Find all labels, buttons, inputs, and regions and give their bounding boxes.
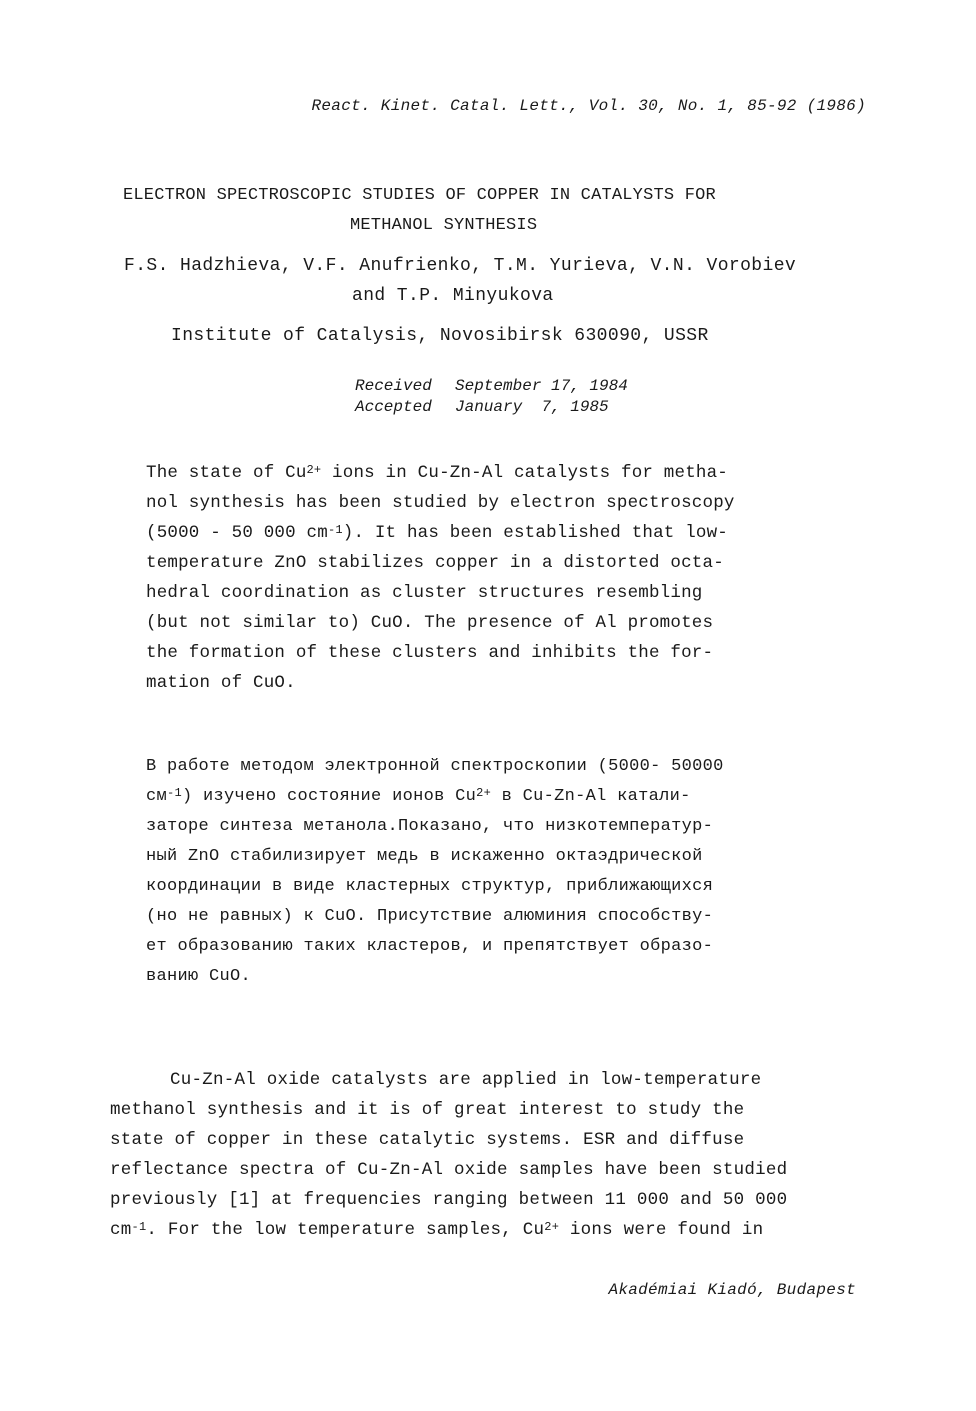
body-line: reflectance spectra of Cu-Zn-Al oxide samples have been studied: [110, 1160, 788, 1180]
abstract-ru-line: ванию CuO.: [146, 967, 252, 986]
abstract-en-line: hedral coordination as cluster structures resembling: [146, 583, 703, 603]
text-run: (5000 - 50 000 cm: [146, 523, 328, 543]
abstract-ru-line: [146, 782, 724, 812]
accepted-label: Accepted: [355, 398, 432, 416]
abstract-en-line: [146, 518, 735, 548]
text-run: ). It has been established that low-: [342, 523, 729, 543]
superscript: 2+: [544, 1220, 560, 1234]
text-run: ions were found in: [559, 1220, 764, 1240]
abstract-ru-line: координации в виде кластерных структур, приближающихся: [146, 877, 714, 896]
accepted-row: [355, 397, 628, 418]
text-run: The state of Cu: [146, 463, 307, 483]
text-run: . For the low temperature samples, Cu: [146, 1220, 545, 1240]
abstract-ru-line: ет образованию таких кластеров, и препятствует образо-: [146, 937, 714, 956]
authors-line-1: F.S. Hadzhieva, V.F. Anufrienko, T.M. Yurieva, V.N. Vorobiev: [124, 256, 797, 276]
superscript: -1: [327, 523, 343, 537]
superscript: -1: [131, 1220, 147, 1234]
authors-line-2: and T.P. Minyukova: [352, 286, 554, 306]
text-run: в Cu-Zn-Al катали-: [491, 787, 691, 806]
text-run: ) изучено состояние ионов Cu: [182, 787, 477, 806]
abstract-en-line: temperature ZnO stabilizes copper in a distorted octa-: [146, 553, 724, 573]
text-run: ions in Cu-Zn-Al catalysts for metha-: [321, 463, 729, 483]
superscript: 2+: [306, 463, 322, 477]
abstract-english: [146, 458, 735, 698]
abstract-ru-line: В работе методом электронной спектроскопии (5000- 50000: [146, 757, 724, 776]
body-line: previously [1] at frequencies ranging between 11 000 and 50 000: [110, 1190, 788, 1210]
abstract-en-line: [146, 458, 735, 488]
abstract-en-line: the formation of these clusters and inhibits the for-: [146, 643, 714, 663]
received-date: September 17, 1984: [455, 377, 628, 395]
body-paragraph: [110, 1065, 787, 1245]
accepted-date: January 7, 1985: [455, 398, 609, 416]
dates-block: [355, 376, 628, 418]
abstract-en-line: nol synthesis has been studied by electron spectroscopy: [146, 493, 735, 513]
body-line: [110, 1215, 787, 1245]
abstract-ru-line: заторе синтеза метанола.Показано, что низкотемператур-: [146, 817, 714, 836]
superscript: -1: [167, 786, 183, 800]
received-label: Received: [355, 377, 432, 395]
superscript: 2+: [476, 786, 492, 800]
body-line: methanol synthesis and it is of great interest to study the: [110, 1100, 745, 1120]
text-run: cm: [110, 1220, 132, 1240]
abstract-ru-line: ный ZnO стабилизирует медь в искаженно октаэдрической: [146, 847, 703, 866]
abstract-russian: [146, 752, 724, 992]
body-line: state of copper in these catalytic systems. ESR and diffuse: [110, 1130, 745, 1150]
abstract-en-line: (but not similar to) CuO. The presence of Al promotes: [146, 613, 714, 633]
paper-title-line-2: METHANOL SYNTHESIS: [350, 216, 538, 235]
paper-title-line-1: ELECTRON SPECTROSCOPIC STUDIES OF COPPER IN CATALYSTS FOR: [123, 186, 716, 205]
text-run: см: [146, 787, 168, 806]
body-line: Cu-Zn-Al oxide catalysts are applied in low-temperature: [170, 1070, 762, 1090]
institute-affiliation: Institute of Catalysis, Novosibirsk 630090, USSR: [171, 326, 709, 346]
publisher-footer: Akadémiai Kiadó, Budapest: [608, 1281, 856, 1299]
received-row: [355, 376, 628, 397]
abstract-en-line: mation of CuO.: [146, 673, 296, 693]
journal-citation: React. Kinet. Catal. Lett., Vol. 30, No. 1, 85-92 (1986): [311, 97, 866, 115]
abstract-ru-line: (но не равных) к CuO. Присутствие алюминия способству-: [146, 907, 714, 926]
